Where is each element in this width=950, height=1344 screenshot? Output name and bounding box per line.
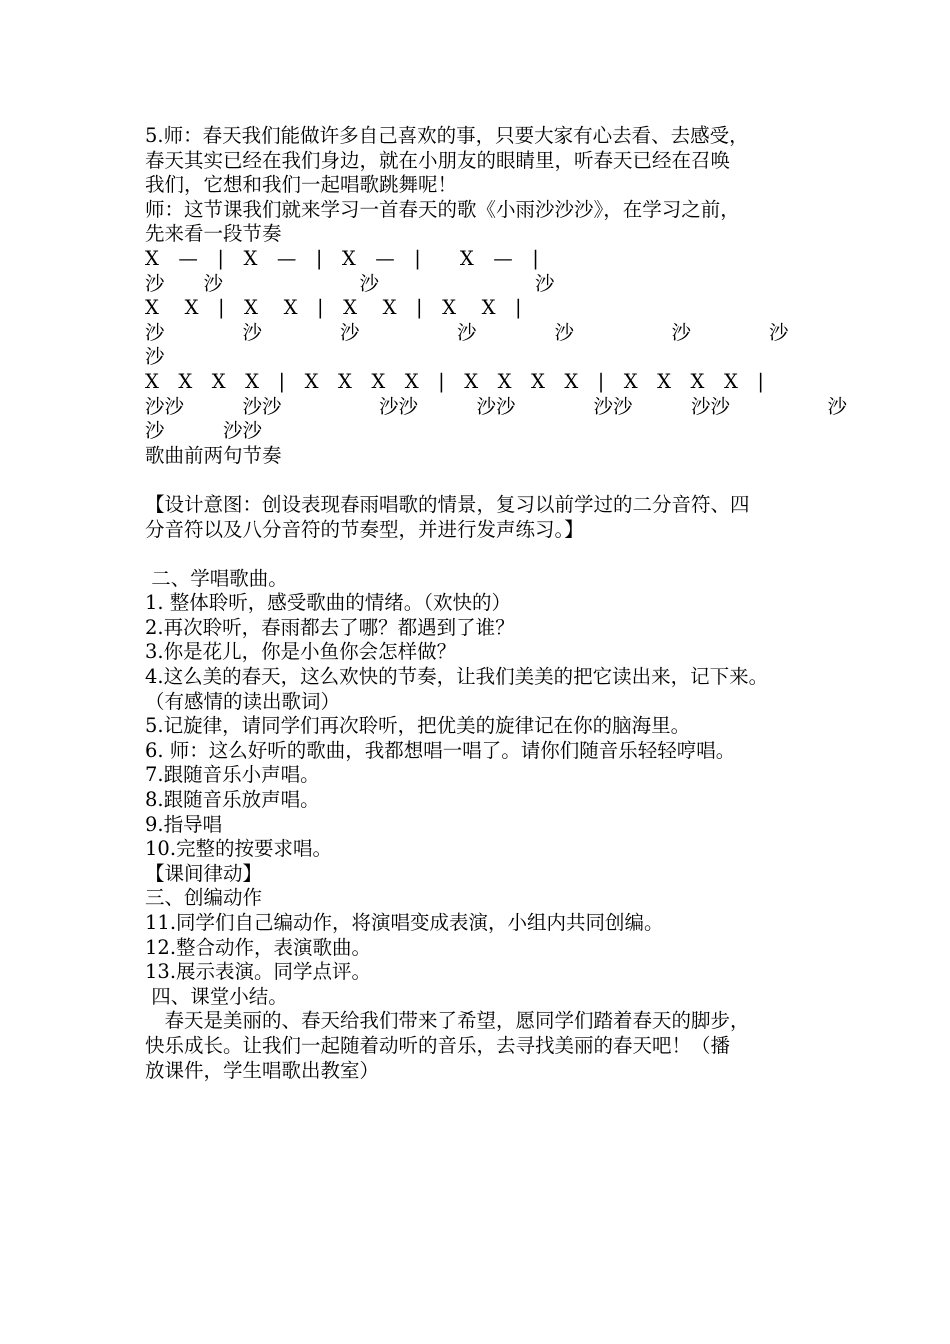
list-item: 4.这么美的春天，这么欢快的节奏，让我们美美的把它读出来，记下来。 [145,665,769,689]
list-item: 2.再次聆听，春雨都去了哪？都遇到了谁？ [145,615,515,639]
rhythm-exercise [145,246,848,468]
list-item: 9.指导唱 [145,812,223,836]
section-learn-song [145,567,815,862]
text-line: 5.师：春天我们能做许多自己喜欢的事，只要大家有心去看、去感受， [145,124,749,147]
text-line: 放课件，学生唱歌出教室） [145,1058,380,1082]
rhythm-caption: 歌曲前两句节奏 [145,443,282,467]
list-item: 8.跟随音乐放声唱。 [145,788,320,812]
list-item: 11.同学们自己编动作，将演唱变成表演，小组内共同创编。 [145,911,664,934]
rhythm-words-row-2: 沙 沙 沙 沙 沙 沙 沙 [145,320,789,344]
list-item: （有感情的读出歌词） [145,689,341,713]
rhythm-words-row-3-cont: 沙 沙沙 [145,419,263,443]
rhythm-notes-row-2: X X | X X | X X | X X | [145,296,522,320]
list-item: 7.跟随音乐小声唱。 [145,763,320,787]
rhythm-words-row-2-cont: 沙 [145,345,165,369]
interlude-heading: 【课间律动】 [145,861,263,885]
text-line: 春天其实已经在我们身边，就在小朋友的眼睛里，听春天已经在召唤 [145,148,731,172]
rhythm-words-row-1: 沙 沙 沙 沙 [145,271,555,295]
section-heading: 四、课堂小结。 [145,984,288,1008]
text-line: 师：这节课我们就来学习一首春天的歌《小雨沙沙沙》，在学习之前， [145,197,740,221]
list-item: 6. 师：这么好听的歌曲，我都想唱一唱了。请你们随音乐轻轻哼唱。 [145,738,736,762]
text-line: 我们，它想和我们一起唱歌跳舞呢！ [145,173,458,197]
section-heading: 二、学唱歌曲。 [145,566,288,590]
section-summary [145,985,815,1083]
document-body [145,124,848,1083]
list-item: 10.完整的按要求唱。 [145,837,333,861]
rhythm-notes-row-3: X X X X | X X X X | X X X X | X X X X | [145,369,764,393]
blank-line [145,542,815,567]
list-item: 12.整合动作，表演歌曲。 [145,935,372,959]
text-line: 先来看一段节奏 [145,222,282,246]
intro-paragraph [145,124,815,247]
text-line: 分音符以及八分音符的节奏型，并进行发声练习。】 [145,517,584,541]
design-intent-note [145,493,815,542]
text-line: 【设计意图：创设表现春雨唱歌的情景，复习以前学过的二分音符、四 [145,492,750,516]
rhythm-notes-row-1: X — | X — | X — | X — | [145,246,539,270]
list-item: 5.记旋律，请同学们再次聆听，把优美的旋律记在你的脑海里。 [145,714,691,738]
section-heading: 三、创编动作 [145,886,263,910]
list-item: 1. 整体聆听，感受歌曲的情绪。（欢快的） [145,591,512,615]
blank-line [145,468,815,493]
section-create-moves [145,886,815,984]
text-line: 春天是美丽的、春天给我们带来了希望，愿同学们踏着春天的脚步， [145,1009,750,1033]
rhythm-words-row-3: 沙沙 沙沙 沙沙 沙沙 沙沙 沙沙 沙 [145,394,848,418]
list-item: 13.展示表演。同学点评。 [145,960,372,984]
text-line: 快乐成长。让我们一起随着动听的音乐，去寻找美丽的春天吧！（播 [145,1033,731,1057]
list-item: 3.你是花儿，你是小鱼你会怎样做？ [145,640,457,664]
